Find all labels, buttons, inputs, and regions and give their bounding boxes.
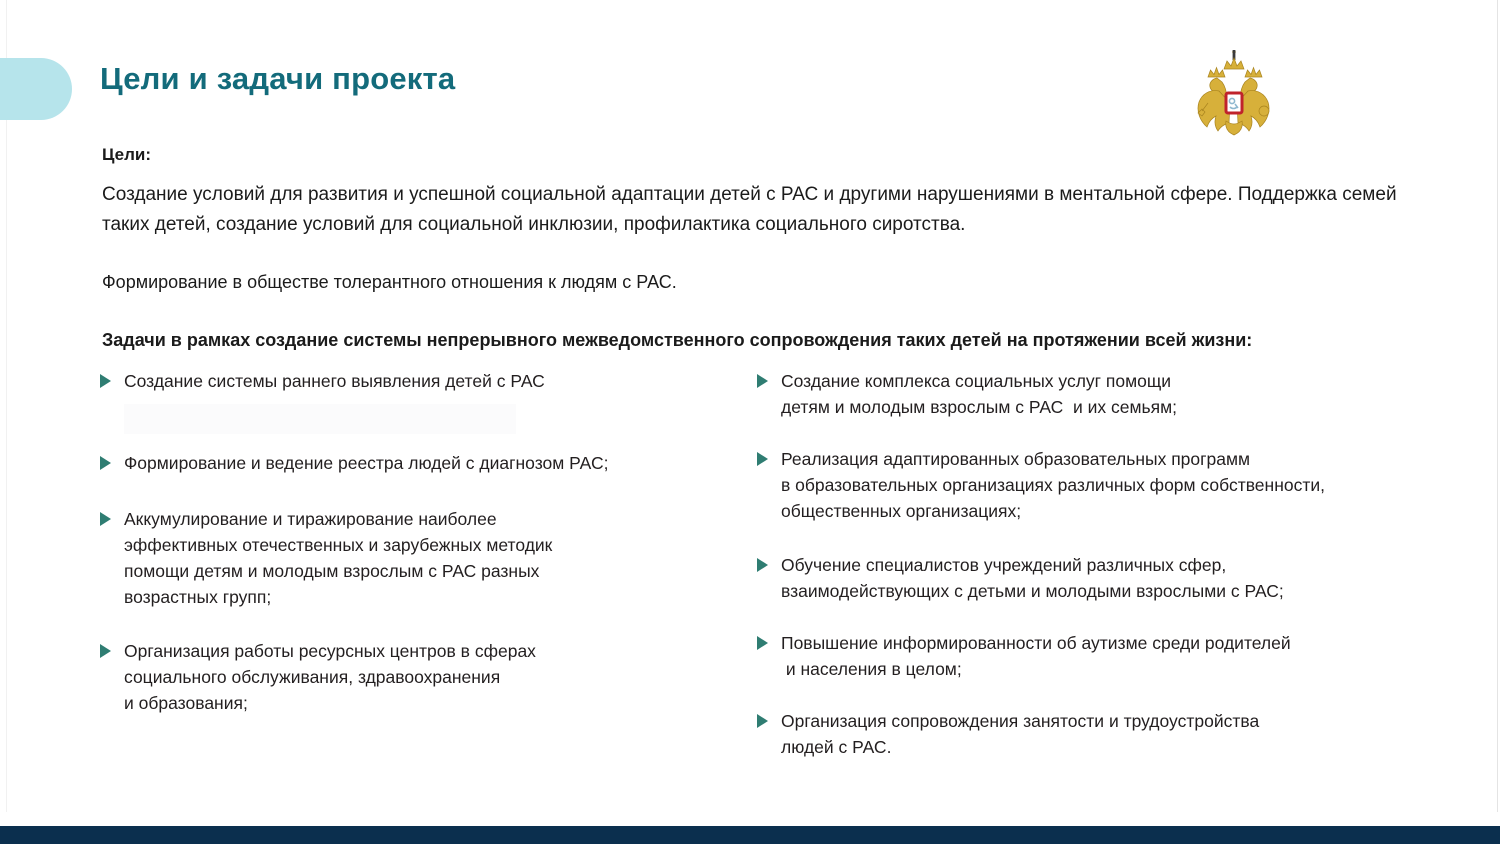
list-item-line: Организация работы ресурсных центров в сферах xyxy=(124,641,536,661)
russian-coat-of-arms-icon xyxy=(1186,47,1282,143)
list-item[interactable] xyxy=(100,638,740,716)
page-title: Цели и задачи проекта xyxy=(100,61,456,96)
list-item-line: детям и молодым взрослым с РАС и их семьям; xyxy=(781,397,1178,417)
list-item[interactable] xyxy=(100,450,740,476)
triangle-bullet-icon xyxy=(100,374,111,388)
triangle-bullet-icon xyxy=(757,452,768,466)
bottom-accent-bar xyxy=(0,826,1500,844)
list-item-line: и образования; xyxy=(124,693,248,713)
title-accent-shape xyxy=(0,58,72,120)
triangle-bullet-icon xyxy=(757,636,768,650)
tasks-right-column xyxy=(757,368,1457,760)
list-item-line: Формирование и ведение реестра людей с диагнозом РАС; xyxy=(124,453,609,473)
list-item[interactable] xyxy=(757,630,1457,682)
list-item[interactable] xyxy=(757,368,1457,420)
slide-edge-rule-left xyxy=(6,0,7,812)
goals-paragraph-2: Формирование в обществе толерантного отношения к людям с РАС. xyxy=(102,272,677,292)
list-item[interactable] xyxy=(100,368,740,394)
triangle-bullet-icon xyxy=(100,512,111,526)
list-item-line: Аккумулирование и тиражирование наиболее xyxy=(124,509,497,529)
list-item-line: социального обслуживания, здравоохранения xyxy=(124,667,501,687)
triangle-bullet-icon xyxy=(757,714,768,728)
tasks-left-column xyxy=(100,368,740,716)
list-item-line: и населения в целом; xyxy=(781,659,962,679)
goals-paragraph-line: Поддержка семей таких детей, создание условий для социальной инклюзии, профилактика социального сиротства. xyxy=(102,184,1397,235)
triangle-bullet-icon xyxy=(757,558,768,572)
tasks-intro: Задачи в рамках создание системы непрерывного межведомственного сопровождения таких детей на протяжении всей жизни: xyxy=(102,330,1253,350)
list-item-line: возрастных групп; xyxy=(124,587,272,607)
slide-edge-rule-right xyxy=(1497,0,1498,812)
triangle-bullet-icon xyxy=(757,374,768,388)
list-item-line: Обучение специалистов учреждений различных сфер, xyxy=(781,555,1227,575)
list-item-line: Организация сопровождения занятости и трудоустройства xyxy=(781,711,1260,731)
list-item-line: эффективных отечественных и зарубежных методик xyxy=(124,535,553,555)
list-item[interactable] xyxy=(757,708,1457,760)
list-item-line: взаимодействующих с детьми и молодыми взрослыми с РАС; xyxy=(781,581,1284,601)
triangle-bullet-icon xyxy=(100,644,111,658)
list-item[interactable] xyxy=(757,446,1457,524)
goals-paragraph xyxy=(102,180,1402,240)
goals-label: Цели: xyxy=(102,145,151,164)
list-item-line: Создание комплекса социальных услуг помощи xyxy=(781,371,1172,391)
list-item-line: Создание системы раннего выявления детей с РАС xyxy=(124,371,545,391)
list-item-line: Повышение информированности об аутизме среди родителей xyxy=(781,633,1291,653)
list-item[interactable] xyxy=(100,506,740,610)
list-item[interactable] xyxy=(757,552,1457,604)
list-item-line: людей с РАС. xyxy=(781,737,892,757)
list-item-line: помощи детям и молодым взрослым с РАС разных xyxy=(124,561,540,581)
list-item-line: общественных организациях; xyxy=(781,501,1022,521)
list-item-line: Реализация адаптированных образовательных программ xyxy=(781,449,1251,469)
goals-paragraph-line: Создание условий для развития и успешной социальной адаптации детей с РАС и другими нарушениями в ментальной сфере. xyxy=(102,184,1233,205)
triangle-bullet-icon xyxy=(100,456,111,470)
list-item-line: в образовательных организациях различных форм собственности, xyxy=(781,475,1326,495)
